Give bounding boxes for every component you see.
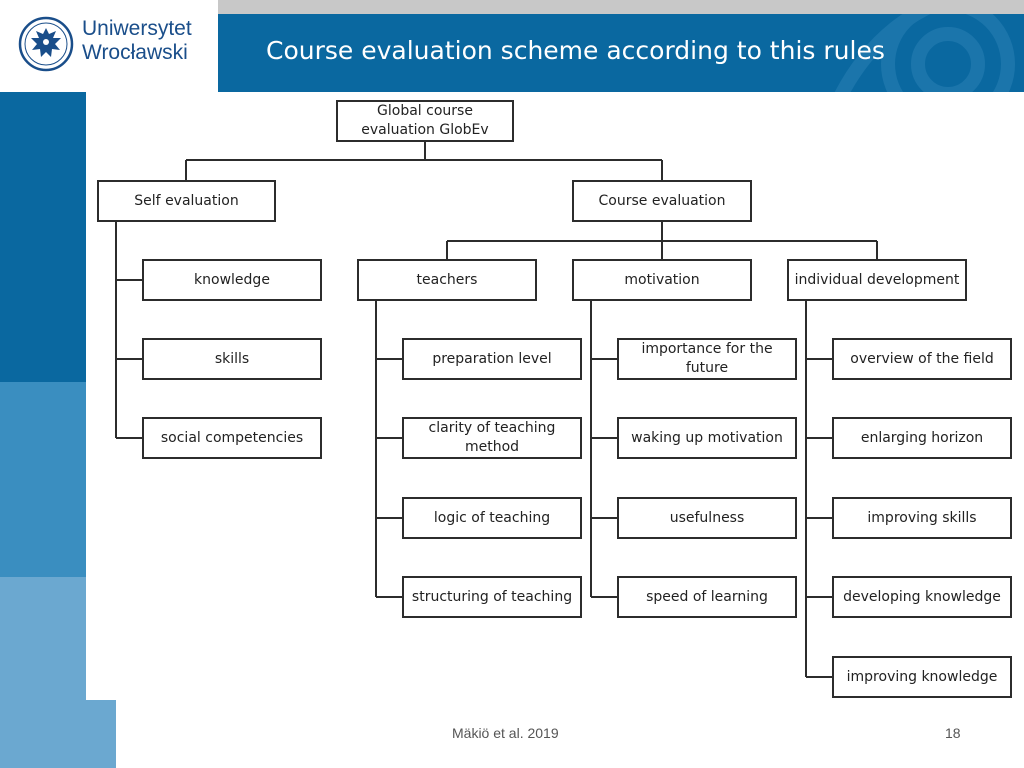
node-self-evaluation: Self evaluation [97,180,276,222]
node-teachers-item: structuring of teaching [402,576,582,618]
node-motivation-item: speed of learning [617,576,797,618]
node-course-evaluation: Course evaluation [572,180,752,222]
node-self-item: skills [142,338,322,380]
header-band [218,14,1024,92]
eagle-emblem-icon [18,16,74,72]
node-development-item: improving skills [832,497,1012,539]
node-motivation-item: importance for the future [617,338,797,380]
university-name-line1: Uniwersytet [82,17,192,40]
page-number: 18 [945,725,961,741]
node-motivation-item: waking up motivation [617,417,797,459]
node-root: Global course evaluation GlobEv [336,100,514,142]
node-motivation-item: usefulness [617,497,797,539]
evaluation-tree-diagram [86,92,1024,700]
node-development-item: enlarging horizon [832,417,1012,459]
node-self-item: knowledge [142,259,322,301]
node-development-item: improving knowledge [832,656,1012,698]
university-name-line2: Wrocławski [82,41,188,64]
top-gray-strip [218,0,1024,14]
university-name [82,17,192,65]
node-development-item: developing knowledge [832,576,1012,618]
slide-title: Course evaluation scheme according to this rules [266,36,885,65]
node-group-teachers: teachers [357,259,537,301]
node-teachers-item: preparation level [402,338,582,380]
node-group-motivation: motivation [572,259,752,301]
node-teachers-item: logic of teaching [402,497,582,539]
node-self-item: social competencies [142,417,322,459]
university-logo [0,0,218,92]
node-development-item: overview of the field [832,338,1012,380]
node-group-individual-development: individual development [787,259,967,301]
node-teachers-item: clarity of teaching method [402,417,582,459]
footer-citation: Mäkiö et al. 2019 [452,725,559,741]
